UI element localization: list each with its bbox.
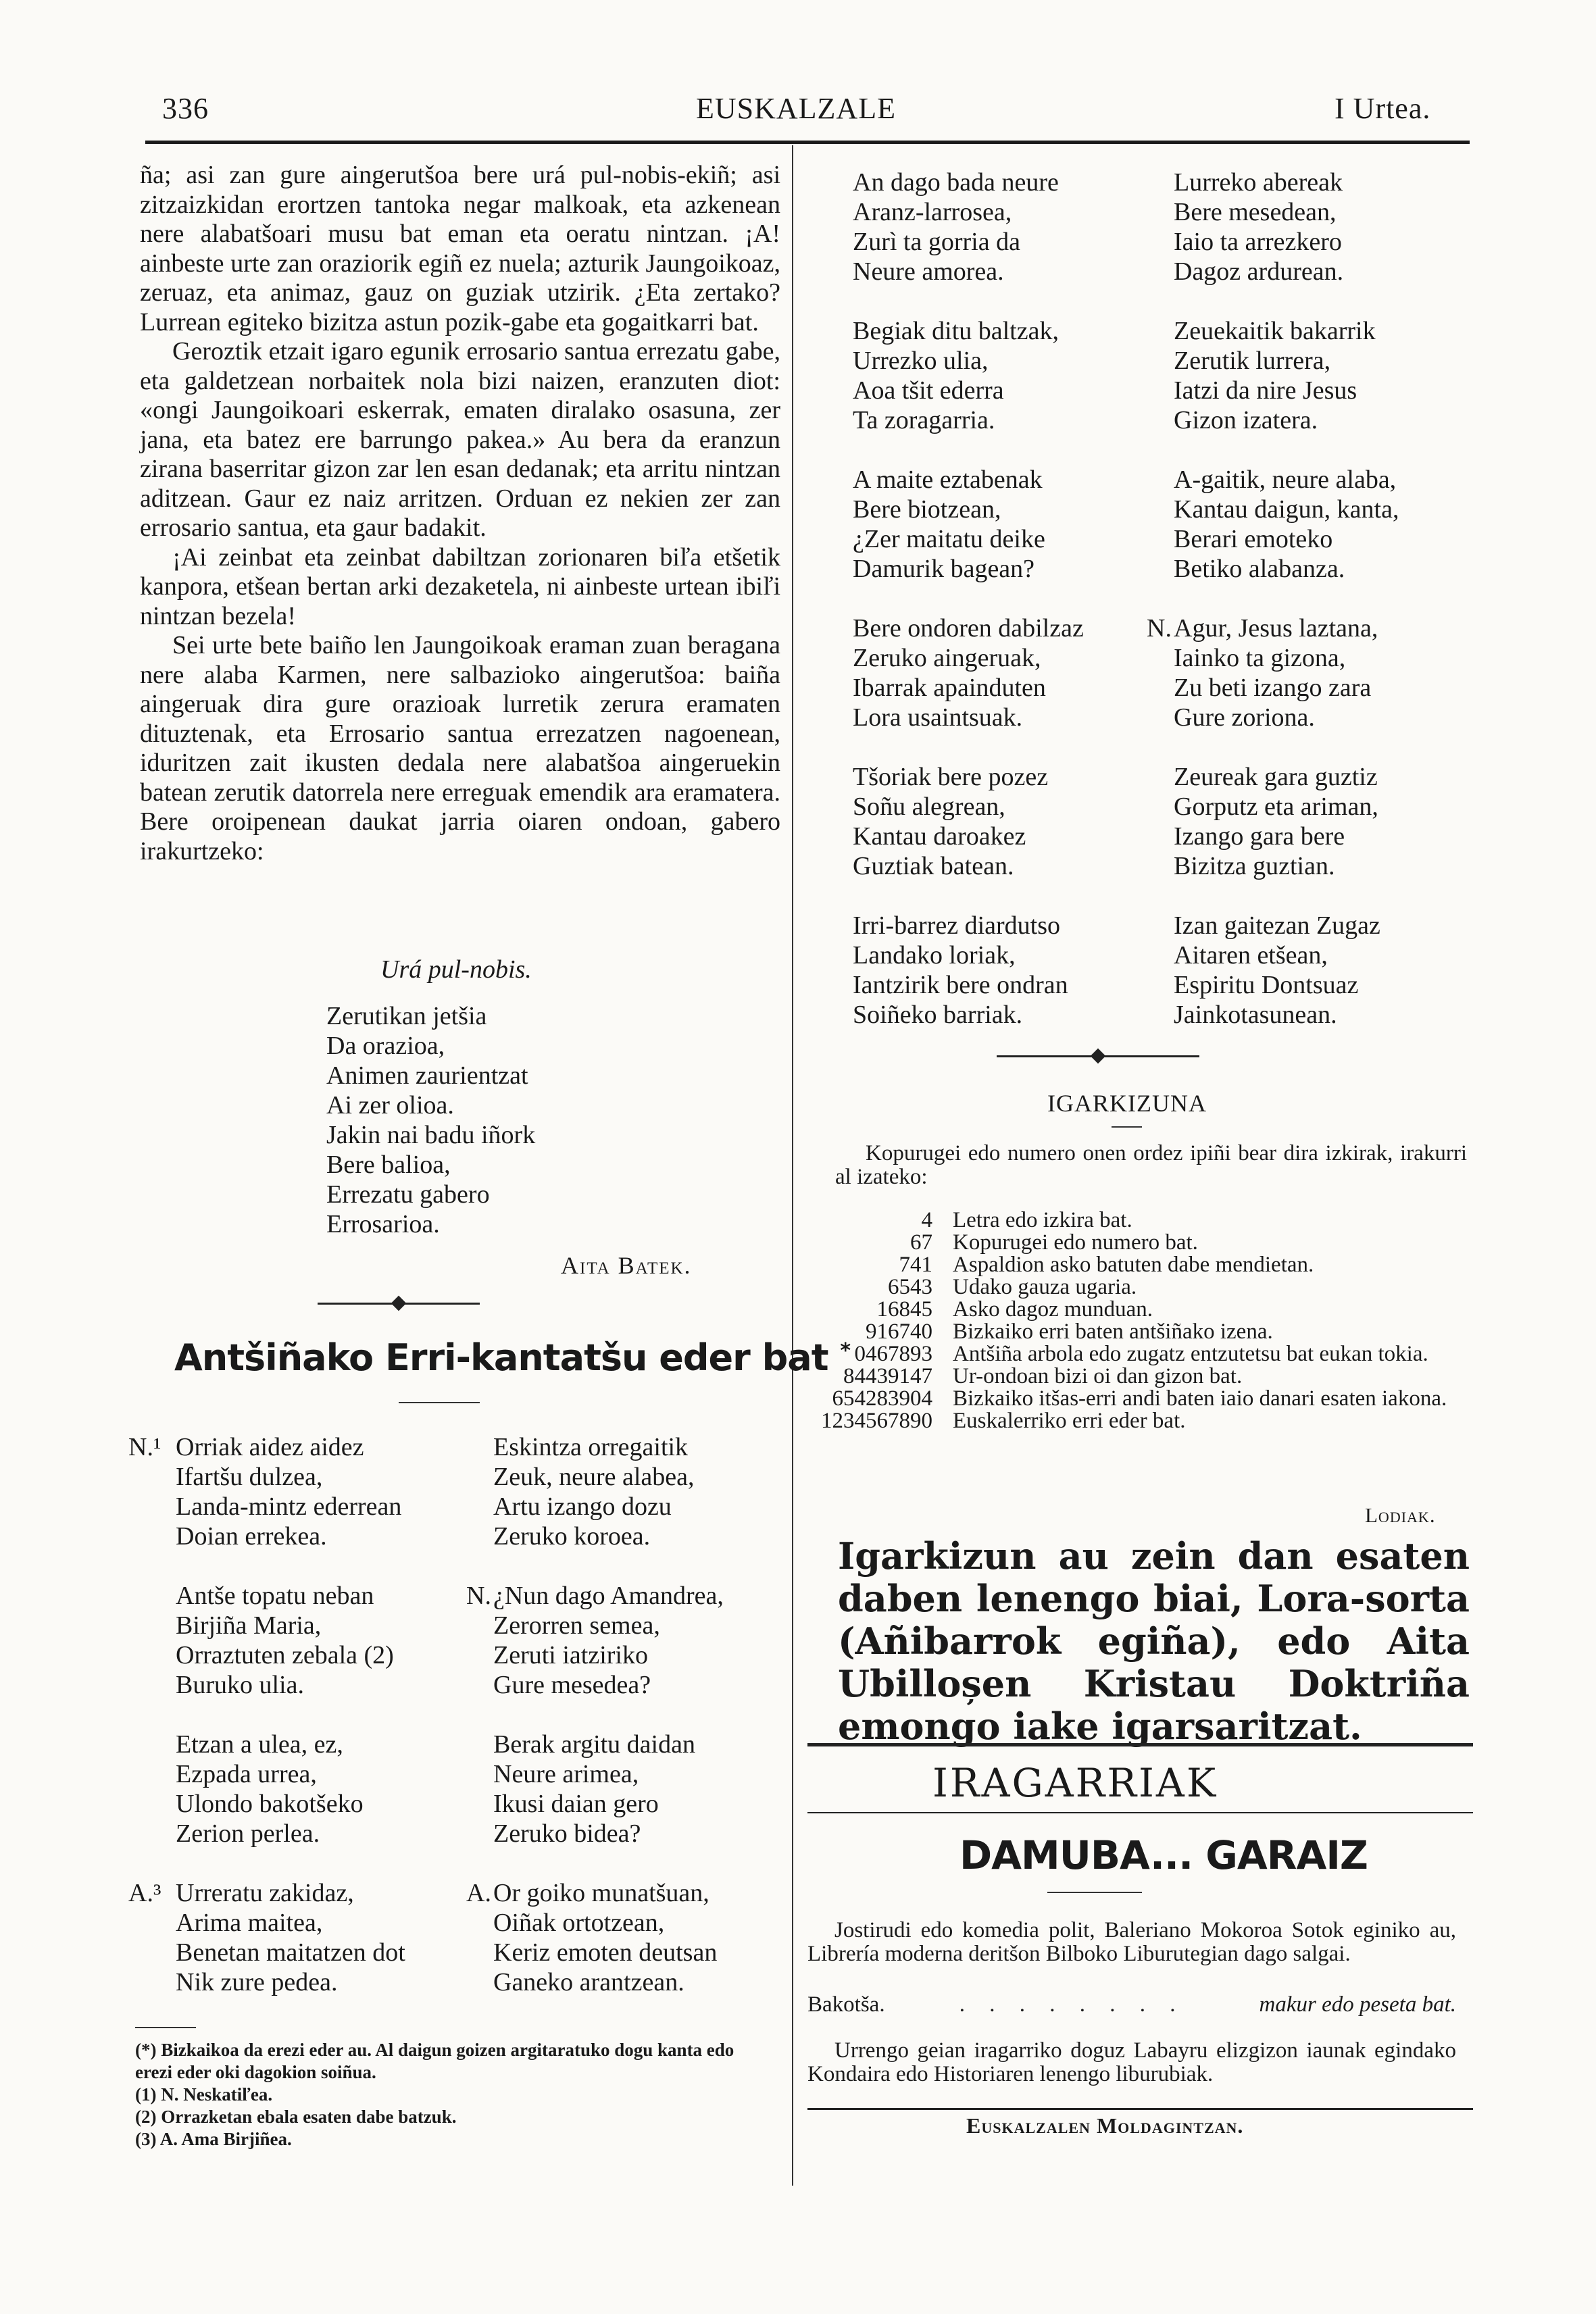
verse-line: Tšoriak bere pozez	[853, 763, 1049, 791]
poem-title: Urá pul-nobis.	[380, 955, 532, 984]
verse-line: Guztiak batean.	[853, 852, 1014, 880]
poem-line: Animen zaurientzat	[326, 1061, 528, 1090]
paragraph: Geroztik etzait igaro egunik errosario santua errezatu gabe, eta galdetzean norbaitek nola bizi naizen, eranzuten diot: «ongi Jaungoikoari eskerrak, ematen diralako osasuna, zer jana, eta batez ere barrungo pakea.» Au bera da eranzun zirana baserritar gizon zar len esan dedanak; eta arritu nintzan aditzean. Gaur ez naiz arritzen. Orduan ez nekien zer zan errosario santua, eta gaur badakit.	[140, 337, 780, 542]
verse-line: Dagoz ardurean.	[1174, 257, 1344, 286]
verse-line: Zerutik lurrera,	[1174, 347, 1331, 375]
poem-line: Errezatu gabero	[326, 1180, 490, 1209]
song-title-asterisk: *	[840, 1339, 851, 1363]
verse-line: Landa-mintz ederrean	[176, 1492, 402, 1521]
verse-line: Izango gara bere	[1174, 822, 1345, 851]
riddle-row	[807, 1388, 1473, 1410]
poem-line: Da orazioa,	[326, 1032, 445, 1060]
left-prose	[140, 161, 780, 866]
speaker-label	[128, 1581, 176, 1700]
verse-line: Ifartšu dulzea,	[176, 1463, 323, 1491]
verse-line: Begiak ditu baltzak,	[853, 317, 1059, 345]
verse-line: Espiritu Dontsuaz	[1174, 971, 1359, 999]
footnote: (2) Orrazketan ebala esaten dabe batzuk.	[135, 2107, 457, 2127]
speaker-label: A.³	[128, 1879, 161, 1907]
stanza-pair	[853, 762, 1481, 881]
section-rule	[807, 1812, 1473, 1813]
verse-line: Betiko alabanza.	[1174, 555, 1345, 583]
divider	[1112, 1126, 1142, 1128]
verse-line: Artu izango dozu	[493, 1492, 672, 1521]
verse-line: Ta zoragarria.	[853, 406, 995, 434]
riddle-intro: Kopurugei edo numero onen ordez ipiñi bear dira izkirak, irakurri al izateko:	[835, 1141, 1467, 1189]
stanza	[1174, 316, 1376, 435]
stanza-pair	[853, 316, 1481, 435]
riddle-number: 654283904	[832, 1386, 932, 1411]
stanza	[853, 613, 1147, 732]
verse-line: Zerion perlea.	[176, 1819, 320, 1848]
riddle-number: 741	[899, 1253, 932, 1277]
verse-line: Bere mesedean,	[1174, 198, 1337, 226]
riddle-row	[807, 1410, 1473, 1432]
paragraph: ¡Ai zeinbat eta zeinbat dabiltzan zorionaren biľa etšetik kanpora, etšean bertan arki dezaketela, ni ainbeste urtean ibiľi nintzan bezela!	[140, 543, 780, 630]
riddle-clue: Aspaldion asko batuten dabe mendietan.	[953, 1253, 1314, 1277]
verse-line: Zeuk, neure alabea,	[493, 1463, 695, 1491]
song-stanzas-left	[128, 1432, 777, 1997]
section-rule	[807, 1743, 1473, 1746]
journal-title: EUSKALZALE	[696, 92, 896, 125]
ad-text: Jostirudi edo komedia polit, Baleriano Mokoroa Sotok eginiko au, Librería moderna deritšon Bilboko Liburutegian dago salgai.	[807, 1918, 1456, 1966]
ads-title: IRAGARRIAK	[932, 1760, 1218, 1806]
poem-line: Ai zer olioa.	[326, 1091, 454, 1120]
price-value: makur edo peseta bat.	[1259, 1992, 1456, 2017]
riddle-list	[807, 1209, 1473, 1432]
stanza	[176, 1581, 466, 1700]
verse-line: Orraztuten zebala (2)	[176, 1641, 394, 1669]
stanza-pair	[853, 465, 1481, 584]
verse-line: Izan gaitezan Zugaz	[1174, 911, 1380, 940]
footnotes	[135, 2039, 770, 2150]
verse-line: Zu beti izango zara	[1174, 674, 1372, 702]
verse-line: Kantau daroakez	[853, 822, 1026, 851]
stanza	[176, 1730, 466, 1848]
verse-line: A-gaitik, neure alaba,	[1174, 466, 1397, 494]
stanza-pair	[128, 1432, 777, 1551]
riddle-number: 0467893	[854, 1342, 932, 1366]
song-stanzas-right	[853, 168, 1481, 1030]
verse-line: Or goiko munatšuan,	[493, 1879, 709, 1907]
ornament-rule	[997, 1055, 1199, 1057]
verse-line: Ibarrak apainduten	[853, 674, 1046, 702]
verse-line: Zurì ta gorria da	[853, 228, 1020, 256]
verse-line: Neure amorea.	[853, 257, 1004, 286]
page-number: 336	[162, 92, 209, 125]
verse-line: ¿Nun dago Amandrea,	[493, 1582, 724, 1610]
verse-line: Soiñeko barriak.	[853, 1001, 1023, 1029]
verse-line: Soñu alegrean,	[853, 793, 1005, 821]
verse-line: Ganeko arantzean.	[493, 1968, 684, 1996]
verse-line: Antše topatu neban	[176, 1582, 374, 1610]
stanza	[493, 1878, 717, 1997]
stanza-pair	[128, 1730, 777, 1848]
riddle-signature: Lodiak.	[1365, 1503, 1436, 1527]
riddle-number: 67	[910, 1230, 932, 1255]
verse-line: ¿Zer maitatu deike	[853, 525, 1045, 553]
riddle-clue: Bizkaiko erri baten antšiñako izena.	[953, 1319, 1273, 1344]
footnote: (1) N. Neskatiľea.	[135, 2084, 273, 2105]
verse-line: Zeuekaitik bakarrik	[1174, 317, 1376, 345]
verse-line: A maite eztabenak	[853, 466, 1043, 494]
ad-title: DAMUBA... GARAIZ	[959, 1832, 1368, 1878]
verse-line: Agur, Jesus laztana,	[1174, 614, 1378, 643]
divider	[399, 1402, 480, 1403]
ad-text: Urrengo geian iragarriko doguz Labayru elizgizon iaunak egindako Kondaira edo Historiaren lenengo liburubiak.	[807, 2038, 1456, 2086]
announcement: Igarkizun au zein dan esaten daben lenengo biai, Lora-sorta (Añibarrok egiña), edo Aita Ubilloșen Kristau Doktriña emongo iake igarsaritzat.	[838, 1534, 1470, 1748]
verse-line: Gizon izatera.	[1174, 406, 1318, 434]
verse-line: Aranz-larrosea,	[853, 198, 1012, 226]
poem-line: Jakin nai badu iñork	[326, 1121, 536, 1149]
riddle-row	[807, 1365, 1473, 1388]
riddle-clue: Letra edo izkira bat.	[953, 1208, 1132, 1232]
verse-line: Urreratu zakidaz,	[176, 1879, 354, 1907]
riddle-row	[807, 1299, 1473, 1321]
verse-line: Neure arimea,	[493, 1760, 639, 1788]
speaker-label	[1147, 168, 1174, 286]
song-title-text: Antšiñako Erri-kantatšu eder bat	[174, 1336, 828, 1379]
verse-line: Lora usaintsuak.	[853, 703, 1023, 732]
verse-line: Doian errekea.	[176, 1522, 327, 1551]
verse-line: Birjiña Maria,	[176, 1611, 322, 1640]
verse-line: Iatzi da nire Jesus	[1174, 376, 1357, 405]
price-leader: . . . . . . . .	[959, 1992, 1185, 2017]
riddle-clue: Udako gauza ugaria.	[953, 1275, 1137, 1299]
speaker-label: A.	[466, 1879, 491, 1907]
verse-line: Aoa tšit ederra	[853, 376, 1004, 405]
verse-line: Iaio ta arrezkero	[1174, 228, 1342, 256]
verse-line: Ezpada urrea,	[176, 1760, 317, 1788]
speaker-label	[128, 1730, 176, 1848]
signature: Aita Batek.	[561, 1252, 692, 1279]
verse-line: Zeureak gara guztiz	[1174, 763, 1378, 791]
verse-line: Irri-barrez diardutso	[853, 911, 1061, 940]
verse-line: Benetan maitatzen dot	[176, 1938, 405, 1967]
verse-line: Zerorren semea,	[493, 1611, 660, 1640]
verse-line: Zeruko aingeruak,	[853, 644, 1041, 672]
verse-line: An dago bada neure	[853, 168, 1059, 197]
verse-line: Iantzirik bere ondran	[853, 971, 1068, 999]
verse-line: Bere ondoren dabilzaz	[853, 614, 1084, 643]
riddle-row	[807, 1232, 1473, 1254]
column-divider	[792, 145, 793, 2186]
riddle-clue: Kopurugei edo numero bat.	[953, 1230, 1198, 1255]
riddle-number: 84439147	[843, 1364, 932, 1388]
poem-line: Zerutikan jetšia	[326, 1002, 487, 1030]
paragraph: ña; asi zan gure aingerutšoa bere urá pul-nobis-ekiñ; asi zitzaizkidan erortzen tantoka negar malkoak, eta azkenean nere alabatšoari musu bat eman eta oeratu nintzan. ¡A! ainbeste urte zan oraziorik egiñ ez nuela; azturik Jaungoikoaz, zeruaz, eta animaz, gauz on guziak utzirik. ¿Eta zertako? Lurrean egiteko bizitza astun pozik-gabe eta gogaitkarri bat.	[140, 161, 780, 336]
riddle-clue: Antšiña arbola edo zugatz entzutetsu bat eukan tokia.	[953, 1342, 1428, 1366]
riddle-row	[807, 1321, 1473, 1343]
stanza	[853, 762, 1147, 881]
poem	[326, 1001, 535, 1239]
verse-line: Gorputz eta ariman,	[1174, 793, 1378, 821]
verse-line: Bizitza guztian.	[1174, 852, 1335, 880]
riddle-row	[807, 1343, 1473, 1365]
stanza	[1174, 911, 1380, 1030]
stanza	[853, 168, 1147, 286]
ornament-rule	[318, 1303, 480, 1305]
riddle-clue: Asko dagoz munduan.	[953, 1297, 1153, 1322]
poem-line: Errosarioa.	[326, 1210, 440, 1238]
footnote: (3) A. Ama Birjiñea.	[135, 2129, 292, 2149]
stanza	[176, 1432, 466, 1551]
verse-line: Iainko ta gizona,	[1174, 644, 1346, 672]
diamond-ornament	[1091, 1049, 1106, 1064]
verse-line: Etzan a ulea, ez,	[176, 1730, 343, 1759]
stanza-pair	[853, 613, 1481, 732]
verse-line: Bere biotzean,	[853, 495, 1001, 524]
riddle-clue: Bizkaiko itšas-erri andi baten iaio danari esaten iakona.	[953, 1386, 1447, 1411]
riddle-number: 1234567890	[821, 1409, 932, 1433]
riddle-clue: Euskalerriko erri eder bat.	[953, 1409, 1186, 1433]
riddle-row	[807, 1209, 1473, 1232]
verse-line: Kantau daigun, kanta,	[1174, 495, 1399, 524]
verse-line: Gure mesedea?	[493, 1671, 651, 1699]
song-title	[174, 1336, 850, 1379]
verse-line: Keriz emoten deutsan	[493, 1938, 718, 1967]
price-label: Bakotša.	[807, 1992, 885, 2017]
verse-line: Zeruko koroea.	[493, 1522, 651, 1551]
stanza	[176, 1878, 466, 1997]
riddle-number: 6543	[888, 1275, 932, 1299]
stanza	[853, 316, 1147, 435]
footnote-rule	[135, 2027, 196, 2028]
stanza	[853, 911, 1147, 1030]
stanza	[1174, 613, 1378, 732]
riddle-number: 4	[921, 1208, 932, 1232]
stanza-pair	[128, 1581, 777, 1700]
speaker-label: N.	[1147, 614, 1172, 643]
verse-line: Orriak aidez aidez	[176, 1433, 364, 1461]
riddle-clue: Ur-ondoan bizi oi dan gizon bat.	[953, 1364, 1243, 1388]
speaker-label: N.	[466, 1582, 491, 1610]
riddle-number: 16845	[876, 1297, 932, 1322]
header-rule	[145, 141, 1470, 144]
stanza	[493, 1581, 724, 1700]
verse-line: Oiñak ortotzean,	[493, 1909, 665, 1937]
stanza	[853, 465, 1147, 584]
verse-line: Berari emoteko	[1174, 525, 1333, 553]
speaker-label	[466, 1432, 493, 1551]
speaker-label	[1147, 911, 1174, 1030]
riddle-title: IGARKIZUNA	[1047, 1090, 1207, 1117]
divider	[1047, 1892, 1142, 1893]
riddle-number: 916740	[866, 1319, 932, 1344]
speaker-label	[1147, 762, 1174, 881]
verse-line: Eskintza orregaitik	[493, 1433, 689, 1461]
verse-line: Jainkotasunean.	[1174, 1001, 1337, 1029]
speaker-label	[1147, 465, 1174, 584]
stanza	[493, 1730, 695, 1848]
stanza-pair	[128, 1878, 777, 1997]
riddle-row	[807, 1276, 1473, 1299]
section-rule	[807, 2108, 1473, 2110]
verse-line: Lurreko abereak	[1174, 168, 1343, 197]
stanza	[493, 1432, 695, 1551]
ad-price-line	[807, 1993, 1456, 2017]
verse-line: Ulondo bakotšeko	[176, 1790, 364, 1818]
speaker-label	[466, 1730, 493, 1848]
riddle-row	[807, 1254, 1473, 1276]
paragraph: Sei urte bete baiño len Jaungoikoak eraman zuan beragana nere alaba Karmen, nere salbazioko aingerutšoa: baiña aingeruak dira gure orazioak lurretik zerura eramaten dituztenak, eta Errosario santua errezatzen nagoenean, iduritzen zait ikusten dedala nere alabatšoa aingeruekin batean zerutik datorrela nere erreguak emendik ara eramatera. Bere oroipenean daukat jarria oiaren ondoan, gabero irakurtzeko:	[140, 631, 780, 865]
verse-line: Gure zoriona.	[1174, 703, 1315, 732]
verse-line: Damurik bagean?	[853, 555, 1035, 583]
verse-line: Landako loriak,	[853, 941, 1016, 970]
verse-line: Berak argitu daidan	[493, 1730, 695, 1759]
speaker-label	[1147, 316, 1174, 435]
footnote: (*) Bizkaikoa da erezi eder au. Al daigun goizen argitaratuko dogu kanta edo erezi eder oki dagokion soiñua.	[135, 2040, 734, 2082]
verse-line: Nik zure pedea.	[176, 1968, 338, 1996]
stanza-pair	[853, 168, 1481, 286]
poem-line: Bere balioa,	[326, 1151, 451, 1179]
volume-label: I Urtea.	[1335, 92, 1431, 125]
verse-line: Urrezko ulia,	[853, 347, 989, 375]
diamond-ornament	[391, 1296, 407, 1311]
stanza	[1174, 762, 1378, 881]
verse-line: Arima maitea,	[176, 1909, 323, 1937]
speaker-label: N.¹	[128, 1433, 161, 1461]
verse-line: Zeruko bidea?	[493, 1819, 641, 1848]
stanza	[1174, 465, 1399, 584]
verse-line: Buruko ulia.	[176, 1671, 304, 1699]
verse-line: Ikusi daian gero	[493, 1790, 659, 1818]
verse-line: Zeruti iatziriko	[493, 1641, 648, 1669]
verse-line: Aitaren etšean,	[1174, 941, 1328, 970]
printer-credit: Euskalzalen Moldagintzan.	[966, 2113, 1244, 2138]
stanza-pair	[853, 911, 1481, 1030]
stanza	[1174, 168, 1343, 286]
